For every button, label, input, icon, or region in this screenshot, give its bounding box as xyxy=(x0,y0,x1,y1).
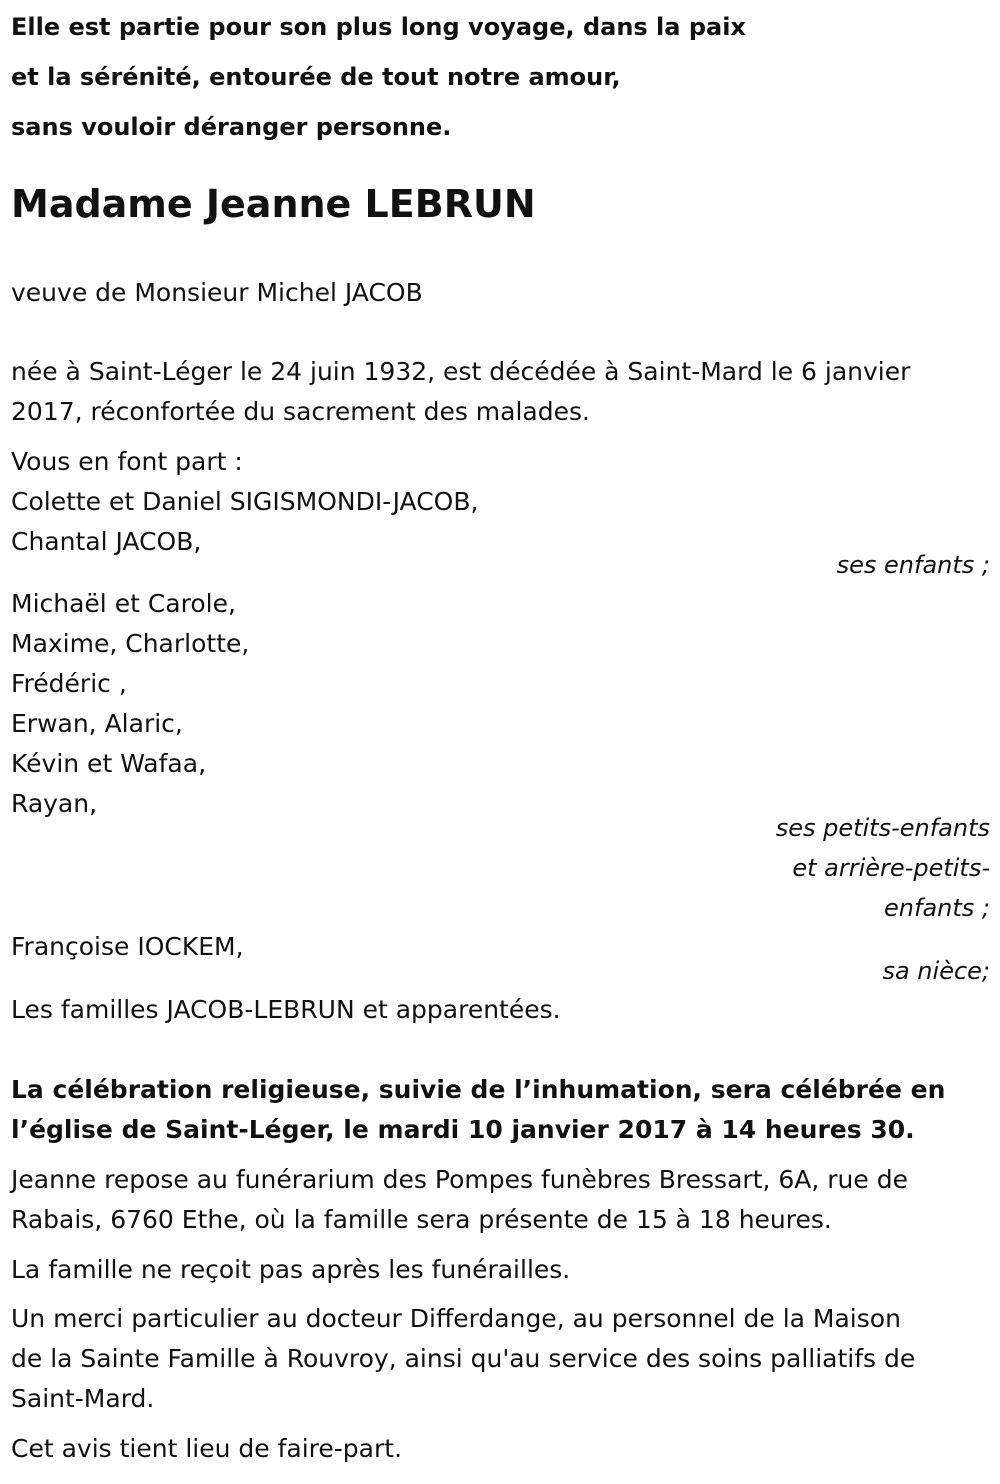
thanks-line-1: Un merci particulier au docteur Differdange, au personnel de la Maison xyxy=(11,1304,901,1333)
grandchild-line-6: Rayan, xyxy=(11,789,98,818)
grandchild-line-5: Kévin et Wafaa, xyxy=(11,749,207,778)
grandchild-line-2: Maxime, Charlotte, xyxy=(11,629,250,658)
intro-line-2: et la sérénité, entourée de tout notre amour, xyxy=(11,63,621,91)
ceremony-line-2: l’église de Saint-Léger, le mardi 10 janvier 2017 à 14 heures 30. xyxy=(11,1115,915,1144)
niece-relation: sa nièce; xyxy=(882,957,990,985)
niece-name: Françoise IOCKEM, xyxy=(11,932,244,961)
grandchildren-relation-line-3: enfants ; xyxy=(884,894,990,922)
grandchild-line-1: Michaël et Carole, xyxy=(11,589,236,618)
grandchild-line-3: Frédéric , xyxy=(11,669,127,698)
child-line-2: Chantal JACOB, xyxy=(11,527,202,556)
children-relation: ses enfants ; xyxy=(836,551,990,579)
ceremony-line-1: La célébration religieuse, suivie de l’inhumation, sera célébrée en xyxy=(11,1075,946,1104)
rest-line-1: Jeanne repose au funérarium des Pompes funèbres Bressart, 6A, rue de xyxy=(11,1165,908,1194)
no-reception: La famille ne reçoit pas après les funérailles. xyxy=(11,1255,571,1284)
intro-line-1: Elle est partie pour son plus long voyage, dans la paix xyxy=(11,13,746,41)
closing: Cet avis tient lieu de faire-part. xyxy=(11,1434,403,1463)
rest-line-2: Rabais, 6760 Ethe, où la famille sera présente de 15 à 18 heures. xyxy=(11,1205,832,1234)
grandchildren-relation-line-2: et arrière-petits- xyxy=(792,854,990,882)
grandchild-line-4: Erwan, Alaric, xyxy=(11,709,183,738)
thanks-line-2: de la Sainte Famille à Rouvroy, ainsi qu'au service des soins palliatifs de xyxy=(11,1344,916,1373)
birth-death-line-1: née à Saint-Léger le 24 juin 1932, est décédée à Saint-Mard le 6 janvier xyxy=(11,357,911,386)
thanks-line-3: Saint-Mard. xyxy=(11,1384,155,1413)
birth-death-line-2: 2017, réconfortée du sacrement des malades. xyxy=(11,397,590,426)
deceased-name: Madame Jeanne LEBRUN xyxy=(11,182,536,226)
widow-of: veuve de Monsieur Michel JACOB xyxy=(11,278,423,307)
child-line-1: Colette et Daniel SIGISMONDI-JACOB, xyxy=(11,487,479,516)
intro-line-3: sans vouloir déranger personne. xyxy=(11,113,452,141)
grandchildren-relation-line-1: ses petits-enfants xyxy=(775,814,990,842)
families: Les familles JACOB-LEBRUN et apparentées. xyxy=(11,995,561,1024)
announcers-intro: Vous en font part : xyxy=(11,447,243,476)
